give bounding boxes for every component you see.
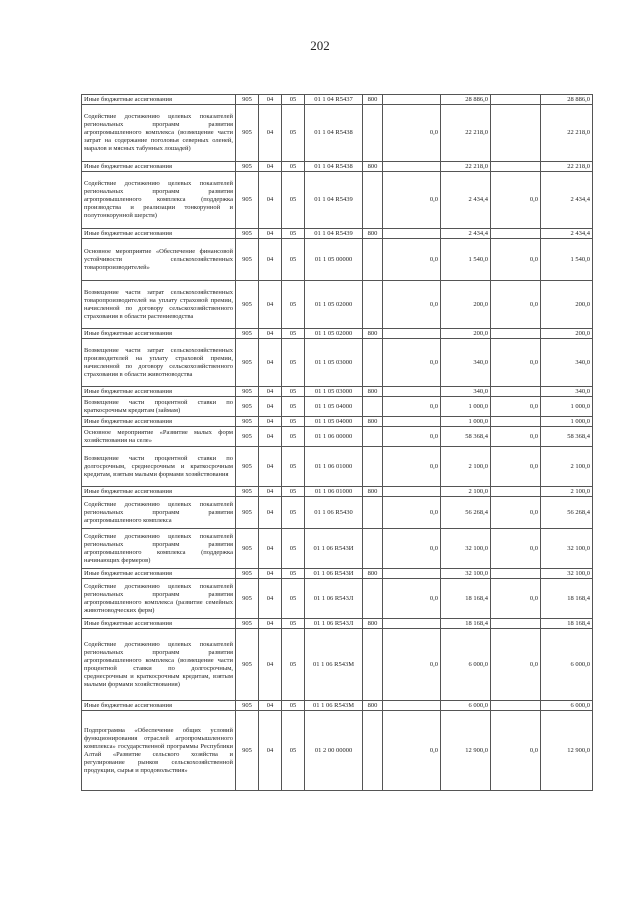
subsection-code: 05 xyxy=(282,417,305,427)
row-description: Содействие достижению целевых показателей региональных программ развития агропромышленного комплекса xyxy=(82,497,236,529)
ministry-code: 905 xyxy=(236,229,259,239)
amount-col-4: 18 168,4 xyxy=(541,579,593,619)
amount-col-3 xyxy=(491,105,541,162)
ministry-code: 905 xyxy=(236,105,259,162)
expense-type-code: 800 xyxy=(363,569,383,579)
amount-col-3 xyxy=(491,162,541,172)
subsection-code: 05 xyxy=(282,281,305,329)
ministry-code: 905 xyxy=(236,629,259,701)
subsection-code: 05 xyxy=(282,711,305,791)
target-item-code: 01 1 06 00000 xyxy=(305,427,363,447)
amount-col-2: 2 100,0 xyxy=(441,487,491,497)
amount-col-4: 32 100,0 xyxy=(541,569,593,579)
subsection-code: 05 xyxy=(282,487,305,497)
target-item-code: 01 1 05 03000 xyxy=(305,339,363,387)
amount-col-1 xyxy=(383,569,441,579)
amount-col-4: 2 434,4 xyxy=(541,172,593,229)
section-code: 04 xyxy=(259,397,282,417)
amount-col-2: 18 168,4 xyxy=(441,619,491,629)
table-row xyxy=(82,447,593,487)
page-number: 202 xyxy=(310,38,330,53)
row-description: Иные бюджетные ассигнования xyxy=(82,95,236,105)
ministry-code: 905 xyxy=(236,619,259,629)
amount-col-2: 2 434,4 xyxy=(441,229,491,239)
section-code: 04 xyxy=(259,711,282,791)
amount-col-4: 12 900,0 xyxy=(541,711,593,791)
amount-col-4: 28 886,0 xyxy=(541,95,593,105)
expense-type-code: 800 xyxy=(363,487,383,497)
subsection-code: 05 xyxy=(282,95,305,105)
amount-col-2: 2 434,4 xyxy=(441,172,491,229)
amount-col-4: 56 268,4 xyxy=(541,497,593,529)
amount-col-2: 200,0 xyxy=(441,329,491,339)
amount-col-2: 1 000,0 xyxy=(441,417,491,427)
amount-col-3: 0,0 xyxy=(491,172,541,229)
section-code: 04 xyxy=(259,497,282,529)
expense-type-code: 800 xyxy=(363,329,383,339)
row-description: Основное мероприятие «Обеспечение финансовой устойчивости сельскохозяйственных товаропроизводителей» xyxy=(82,239,236,281)
target-item-code: 01 1 06 R543М xyxy=(305,701,363,711)
section-code: 04 xyxy=(259,427,282,447)
subsection-code: 05 xyxy=(282,162,305,172)
row-description: Иные бюджетные ассигнования xyxy=(82,619,236,629)
subsection-code: 05 xyxy=(282,239,305,281)
row-description: Иные бюджетные ассигнования xyxy=(82,417,236,427)
section-code: 04 xyxy=(259,579,282,619)
amount-col-3: 0,0 xyxy=(491,529,541,569)
amount-col-4: 1 540,0 xyxy=(541,239,593,281)
amount-col-1: 0,0 xyxy=(383,105,441,162)
target-item-code: 01 1 05 04000 xyxy=(305,397,363,417)
table-row xyxy=(82,579,593,619)
amount-col-4: 32 100,0 xyxy=(541,529,593,569)
ministry-code: 905 xyxy=(236,281,259,329)
amount-col-2: 1 000,0 xyxy=(441,397,491,417)
ministry-code: 905 xyxy=(236,239,259,281)
target-item-code: 01 1 04 R5439 xyxy=(305,229,363,239)
row-description: Возмещение части процентной ставки по долгосрочным, среднесрочным и краткосрочным кредитам, взятым малыми формами хозяйствования xyxy=(82,447,236,487)
ministry-code: 905 xyxy=(236,569,259,579)
amount-col-3 xyxy=(491,95,541,105)
amount-col-4: 22 218,0 xyxy=(541,105,593,162)
table-row xyxy=(82,487,593,497)
section-code: 04 xyxy=(259,281,282,329)
expense-type-code xyxy=(363,427,383,447)
row-description: Содействие достижению целевых показателей региональных программ развития агропромышленного комплекса (возмещение части процентной ставки по долгосрочным, среднесрочным и краткосрочным кредитам, взятым малыми формами хозяйствования) xyxy=(82,629,236,701)
expense-type-code xyxy=(363,579,383,619)
table-row xyxy=(82,239,593,281)
section-code: 04 xyxy=(259,387,282,397)
row-description: Возмещение части процентной ставки по краткосрочным кредитам (займам) xyxy=(82,397,236,417)
row-description: Содействие достижению целевых показателей региональных программ развития агропромышленного комплекса (возмещение части затрат на содержание поголовья северных оленей, маралов и мясных табунных лошадей) xyxy=(82,105,236,162)
subsection-code: 05 xyxy=(282,229,305,239)
amount-col-3: 0,0 xyxy=(491,339,541,387)
row-description: Основное мероприятие «Развитие малых форм хозяйствования на селе» xyxy=(82,427,236,447)
target-item-code: 01 1 06 R543Л xyxy=(305,579,363,619)
expense-type-code xyxy=(363,281,383,329)
subsection-code: 05 xyxy=(282,701,305,711)
table-row xyxy=(82,162,593,172)
target-item-code: 01 2 00 00000 xyxy=(305,711,363,791)
budget-table-body xyxy=(82,95,593,791)
expense-type-code: 800 xyxy=(363,229,383,239)
row-description: Содействие достижению целевых показателей региональных программ развития агропромышленного комплекса (развитие семейных животноводческих ферм) xyxy=(82,579,236,619)
ministry-code: 905 xyxy=(236,711,259,791)
table-row xyxy=(82,497,593,529)
ministry-code: 905 xyxy=(236,387,259,397)
amount-col-3: 0,0 xyxy=(491,239,541,281)
expense-type-code xyxy=(363,629,383,701)
amount-col-1 xyxy=(383,162,441,172)
row-description: Содействие достижению целевых показателей региональных программ развития агропромышленного комплекса (поддержка производства и реализации тонкорунной и полутонкорунной шерсти) xyxy=(82,172,236,229)
amount-col-1: 0,0 xyxy=(383,397,441,417)
table-row xyxy=(82,339,593,387)
expense-type-code: 800 xyxy=(363,701,383,711)
section-code: 04 xyxy=(259,447,282,487)
row-description: Возмещение части затрат сельскохозяйственных товаропроизводителей на уплату страховой премии, начисленной по договору сельскохозяйственного страхования в области растениеводства xyxy=(82,281,236,329)
amount-col-3: 0,0 xyxy=(491,281,541,329)
amount-col-1 xyxy=(383,487,441,497)
amount-col-2: 6 000,0 xyxy=(441,629,491,701)
section-code: 04 xyxy=(259,329,282,339)
ministry-code: 905 xyxy=(236,529,259,569)
amount-col-3: 0,0 xyxy=(491,711,541,791)
amount-col-1: 0,0 xyxy=(383,427,441,447)
table-row xyxy=(82,105,593,162)
ministry-code: 905 xyxy=(236,329,259,339)
expense-type-code xyxy=(363,339,383,387)
row-description: Иные бюджетные ассигнования xyxy=(82,487,236,497)
amount-col-2: 22 218,0 xyxy=(441,105,491,162)
target-item-code: 01 1 06 01000 xyxy=(305,447,363,487)
target-item-code: 01 1 06 R5430 xyxy=(305,497,363,529)
amount-col-2: 32 100,0 xyxy=(441,569,491,579)
section-code: 04 xyxy=(259,417,282,427)
amount-col-4: 2 434,4 xyxy=(541,229,593,239)
ministry-code: 905 xyxy=(236,162,259,172)
target-item-code: 01 1 05 03000 xyxy=(305,387,363,397)
section-code: 04 xyxy=(259,172,282,229)
section-code: 04 xyxy=(259,487,282,497)
table-row xyxy=(82,711,593,791)
amount-col-4: 200,0 xyxy=(541,329,593,339)
amount-col-1: 0,0 xyxy=(383,239,441,281)
subsection-code: 05 xyxy=(282,497,305,529)
amount-col-1: 0,0 xyxy=(383,497,441,529)
amount-col-3 xyxy=(491,329,541,339)
target-item-code: 01 1 06 01000 xyxy=(305,487,363,497)
amount-col-2: 12 900,0 xyxy=(441,711,491,791)
expense-type-code: 800 xyxy=(363,162,383,172)
amount-col-3 xyxy=(491,701,541,711)
expense-type-code: 800 xyxy=(363,417,383,427)
expense-type-code xyxy=(363,447,383,487)
amount-col-2: 1 540,0 xyxy=(441,239,491,281)
amount-col-4: 22 218,0 xyxy=(541,162,593,172)
amount-col-1: 0,0 xyxy=(383,339,441,387)
table-row xyxy=(82,95,593,105)
ministry-code: 905 xyxy=(236,417,259,427)
amount-col-1: 0,0 xyxy=(383,579,441,619)
ministry-code: 905 xyxy=(236,487,259,497)
amount-col-4: 340,0 xyxy=(541,387,593,397)
subsection-code: 05 xyxy=(282,172,305,229)
amount-col-1 xyxy=(383,701,441,711)
table-row xyxy=(82,281,593,329)
target-item-code: 01 1 04 R5438 xyxy=(305,105,363,162)
amount-col-1 xyxy=(383,229,441,239)
target-item-code: 01 1 04 R5439 xyxy=(305,172,363,229)
subsection-code: 05 xyxy=(282,339,305,387)
row-description: Возмещение части затрат сельскохозяйственных производителей на уплату страховой премии, начисленной по договору сельскохозяйственного страхования в области животноводства xyxy=(82,339,236,387)
ministry-code: 905 xyxy=(236,427,259,447)
table-row xyxy=(82,569,593,579)
row-description: Иные бюджетные ассигнования xyxy=(82,162,236,172)
table-row xyxy=(82,417,593,427)
amount-col-4: 200,0 xyxy=(541,281,593,329)
ministry-code: 905 xyxy=(236,95,259,105)
amount-col-3: 0,0 xyxy=(491,497,541,529)
amount-col-2: 56 268,4 xyxy=(441,497,491,529)
row-description: Подпрограмма «Обеспечение общих условий функционирования отраслей агропромышленного комплекса» государственной программы Республики Алтай «Развитие сельского хозяйства и регулирование рынков сельскохозяйственной продукции, сырья и продовольствия» xyxy=(82,711,236,791)
expense-type-code: 800 xyxy=(363,619,383,629)
amount-col-1: 0,0 xyxy=(383,281,441,329)
target-item-code: 01 1 05 02000 xyxy=(305,281,363,329)
ministry-code: 905 xyxy=(236,447,259,487)
amount-col-2: 22 218,0 xyxy=(441,162,491,172)
amount-col-4: 340,0 xyxy=(541,339,593,387)
amount-col-4: 18 168,4 xyxy=(541,619,593,629)
subsection-code: 05 xyxy=(282,427,305,447)
ministry-code: 905 xyxy=(236,497,259,529)
table-row xyxy=(82,329,593,339)
amount-col-1 xyxy=(383,95,441,105)
row-description: Содействие достижению целевых показателей региональных программ развития агропромышленного комплекса (поддержка начинающих фермеров) xyxy=(82,529,236,569)
expense-type-code xyxy=(363,172,383,229)
amount-col-2: 200,0 xyxy=(441,281,491,329)
subsection-code: 05 xyxy=(282,579,305,619)
subsection-code: 05 xyxy=(282,329,305,339)
amount-col-4: 6 000,0 xyxy=(541,629,593,701)
expense-type-code: 800 xyxy=(363,387,383,397)
target-item-code: 01 1 05 02000 xyxy=(305,329,363,339)
table-row xyxy=(82,397,593,417)
amount-col-3 xyxy=(491,569,541,579)
amount-col-3: 0,0 xyxy=(491,629,541,701)
subsection-code: 05 xyxy=(282,447,305,487)
table-row xyxy=(82,229,593,239)
amount-col-4: 58 368,4 xyxy=(541,427,593,447)
expense-type-code xyxy=(363,711,383,791)
target-item-code: 01 1 06 R543И xyxy=(305,529,363,569)
amount-col-2: 58 368,4 xyxy=(441,427,491,447)
subsection-code: 05 xyxy=(282,619,305,629)
section-code: 04 xyxy=(259,162,282,172)
amount-col-1 xyxy=(383,387,441,397)
table-row xyxy=(82,427,593,447)
table-row xyxy=(82,629,593,701)
ministry-code: 905 xyxy=(236,339,259,387)
amount-col-4: 1 000,0 xyxy=(541,417,593,427)
amount-col-3 xyxy=(491,387,541,397)
section-code: 04 xyxy=(259,339,282,387)
budget-table xyxy=(81,94,593,791)
target-item-code: 01 1 06 R543И xyxy=(305,569,363,579)
ministry-code: 905 xyxy=(236,397,259,417)
amount-col-1: 0,0 xyxy=(383,629,441,701)
amount-col-2: 340,0 xyxy=(441,339,491,387)
amount-col-2: 32 100,0 xyxy=(441,529,491,569)
expense-type-code: 800 xyxy=(363,95,383,105)
ministry-code: 905 xyxy=(236,701,259,711)
target-item-code: 01 1 04 R5437 xyxy=(305,95,363,105)
section-code: 04 xyxy=(259,629,282,701)
subsection-code: 05 xyxy=(282,105,305,162)
section-code: 04 xyxy=(259,529,282,569)
subsection-code: 05 xyxy=(282,529,305,569)
section-code: 04 xyxy=(259,105,282,162)
amount-col-2: 18 168,4 xyxy=(441,579,491,619)
section-code: 04 xyxy=(259,701,282,711)
amount-col-1: 0,0 xyxy=(383,711,441,791)
subsection-code: 05 xyxy=(282,629,305,701)
target-item-code: 01 1 06 R543М xyxy=(305,629,363,701)
amount-col-4: 2 100,0 xyxy=(541,487,593,497)
amount-col-2: 28 886,0 xyxy=(441,95,491,105)
row-description: Иные бюджетные ассигнования xyxy=(82,701,236,711)
target-item-code: 01 1 06 R543Л xyxy=(305,619,363,629)
section-code: 04 xyxy=(259,239,282,281)
target-item-code: 01 1 04 R5438 xyxy=(305,162,363,172)
section-code: 04 xyxy=(259,95,282,105)
amount-col-3 xyxy=(491,487,541,497)
table-row xyxy=(82,387,593,397)
table-row xyxy=(82,701,593,711)
expense-type-code xyxy=(363,105,383,162)
row-description: Иные бюджетные ассигнования xyxy=(82,329,236,339)
expense-type-code xyxy=(363,397,383,417)
row-description: Иные бюджетные ассигнования xyxy=(82,387,236,397)
table-row xyxy=(82,619,593,629)
amount-col-3: 0,0 xyxy=(491,579,541,619)
target-item-code: 01 1 05 00000 xyxy=(305,239,363,281)
amount-col-1: 0,0 xyxy=(383,447,441,487)
amount-col-3 xyxy=(491,417,541,427)
ministry-code: 905 xyxy=(236,172,259,229)
subsection-code: 05 xyxy=(282,397,305,417)
amount-col-3: 0,0 xyxy=(491,397,541,417)
section-code: 04 xyxy=(259,229,282,239)
amount-col-1 xyxy=(383,619,441,629)
row-description: Иные бюджетные ассигнования xyxy=(82,229,236,239)
amount-col-1: 0,0 xyxy=(383,172,441,229)
section-code: 04 xyxy=(259,569,282,579)
row-description: Иные бюджетные ассигнования xyxy=(82,569,236,579)
expense-type-code xyxy=(363,529,383,569)
amount-col-1 xyxy=(383,417,441,427)
amount-col-4: 6 000,0 xyxy=(541,701,593,711)
table-row xyxy=(82,529,593,569)
subsection-code: 05 xyxy=(282,387,305,397)
ministry-code: 905 xyxy=(236,579,259,619)
target-item-code: 01 1 05 04000 xyxy=(305,417,363,427)
amount-col-2: 6 000,0 xyxy=(441,701,491,711)
subsection-code: 05 xyxy=(282,569,305,579)
amount-col-4: 2 100,0 xyxy=(541,447,593,487)
table-row xyxy=(82,172,593,229)
amount-col-2: 340,0 xyxy=(441,387,491,397)
amount-col-4: 1 000,0 xyxy=(541,397,593,417)
amount-col-1 xyxy=(383,329,441,339)
amount-col-3: 0,0 xyxy=(491,427,541,447)
expense-type-code xyxy=(363,239,383,281)
expense-type-code xyxy=(363,497,383,529)
section-code: 04 xyxy=(259,619,282,629)
amount-col-3: 0,0 xyxy=(491,447,541,487)
amount-col-3 xyxy=(491,619,541,629)
amount-col-3 xyxy=(491,229,541,239)
amount-col-2: 2 100,0 xyxy=(441,447,491,487)
amount-col-1: 0,0 xyxy=(383,529,441,569)
